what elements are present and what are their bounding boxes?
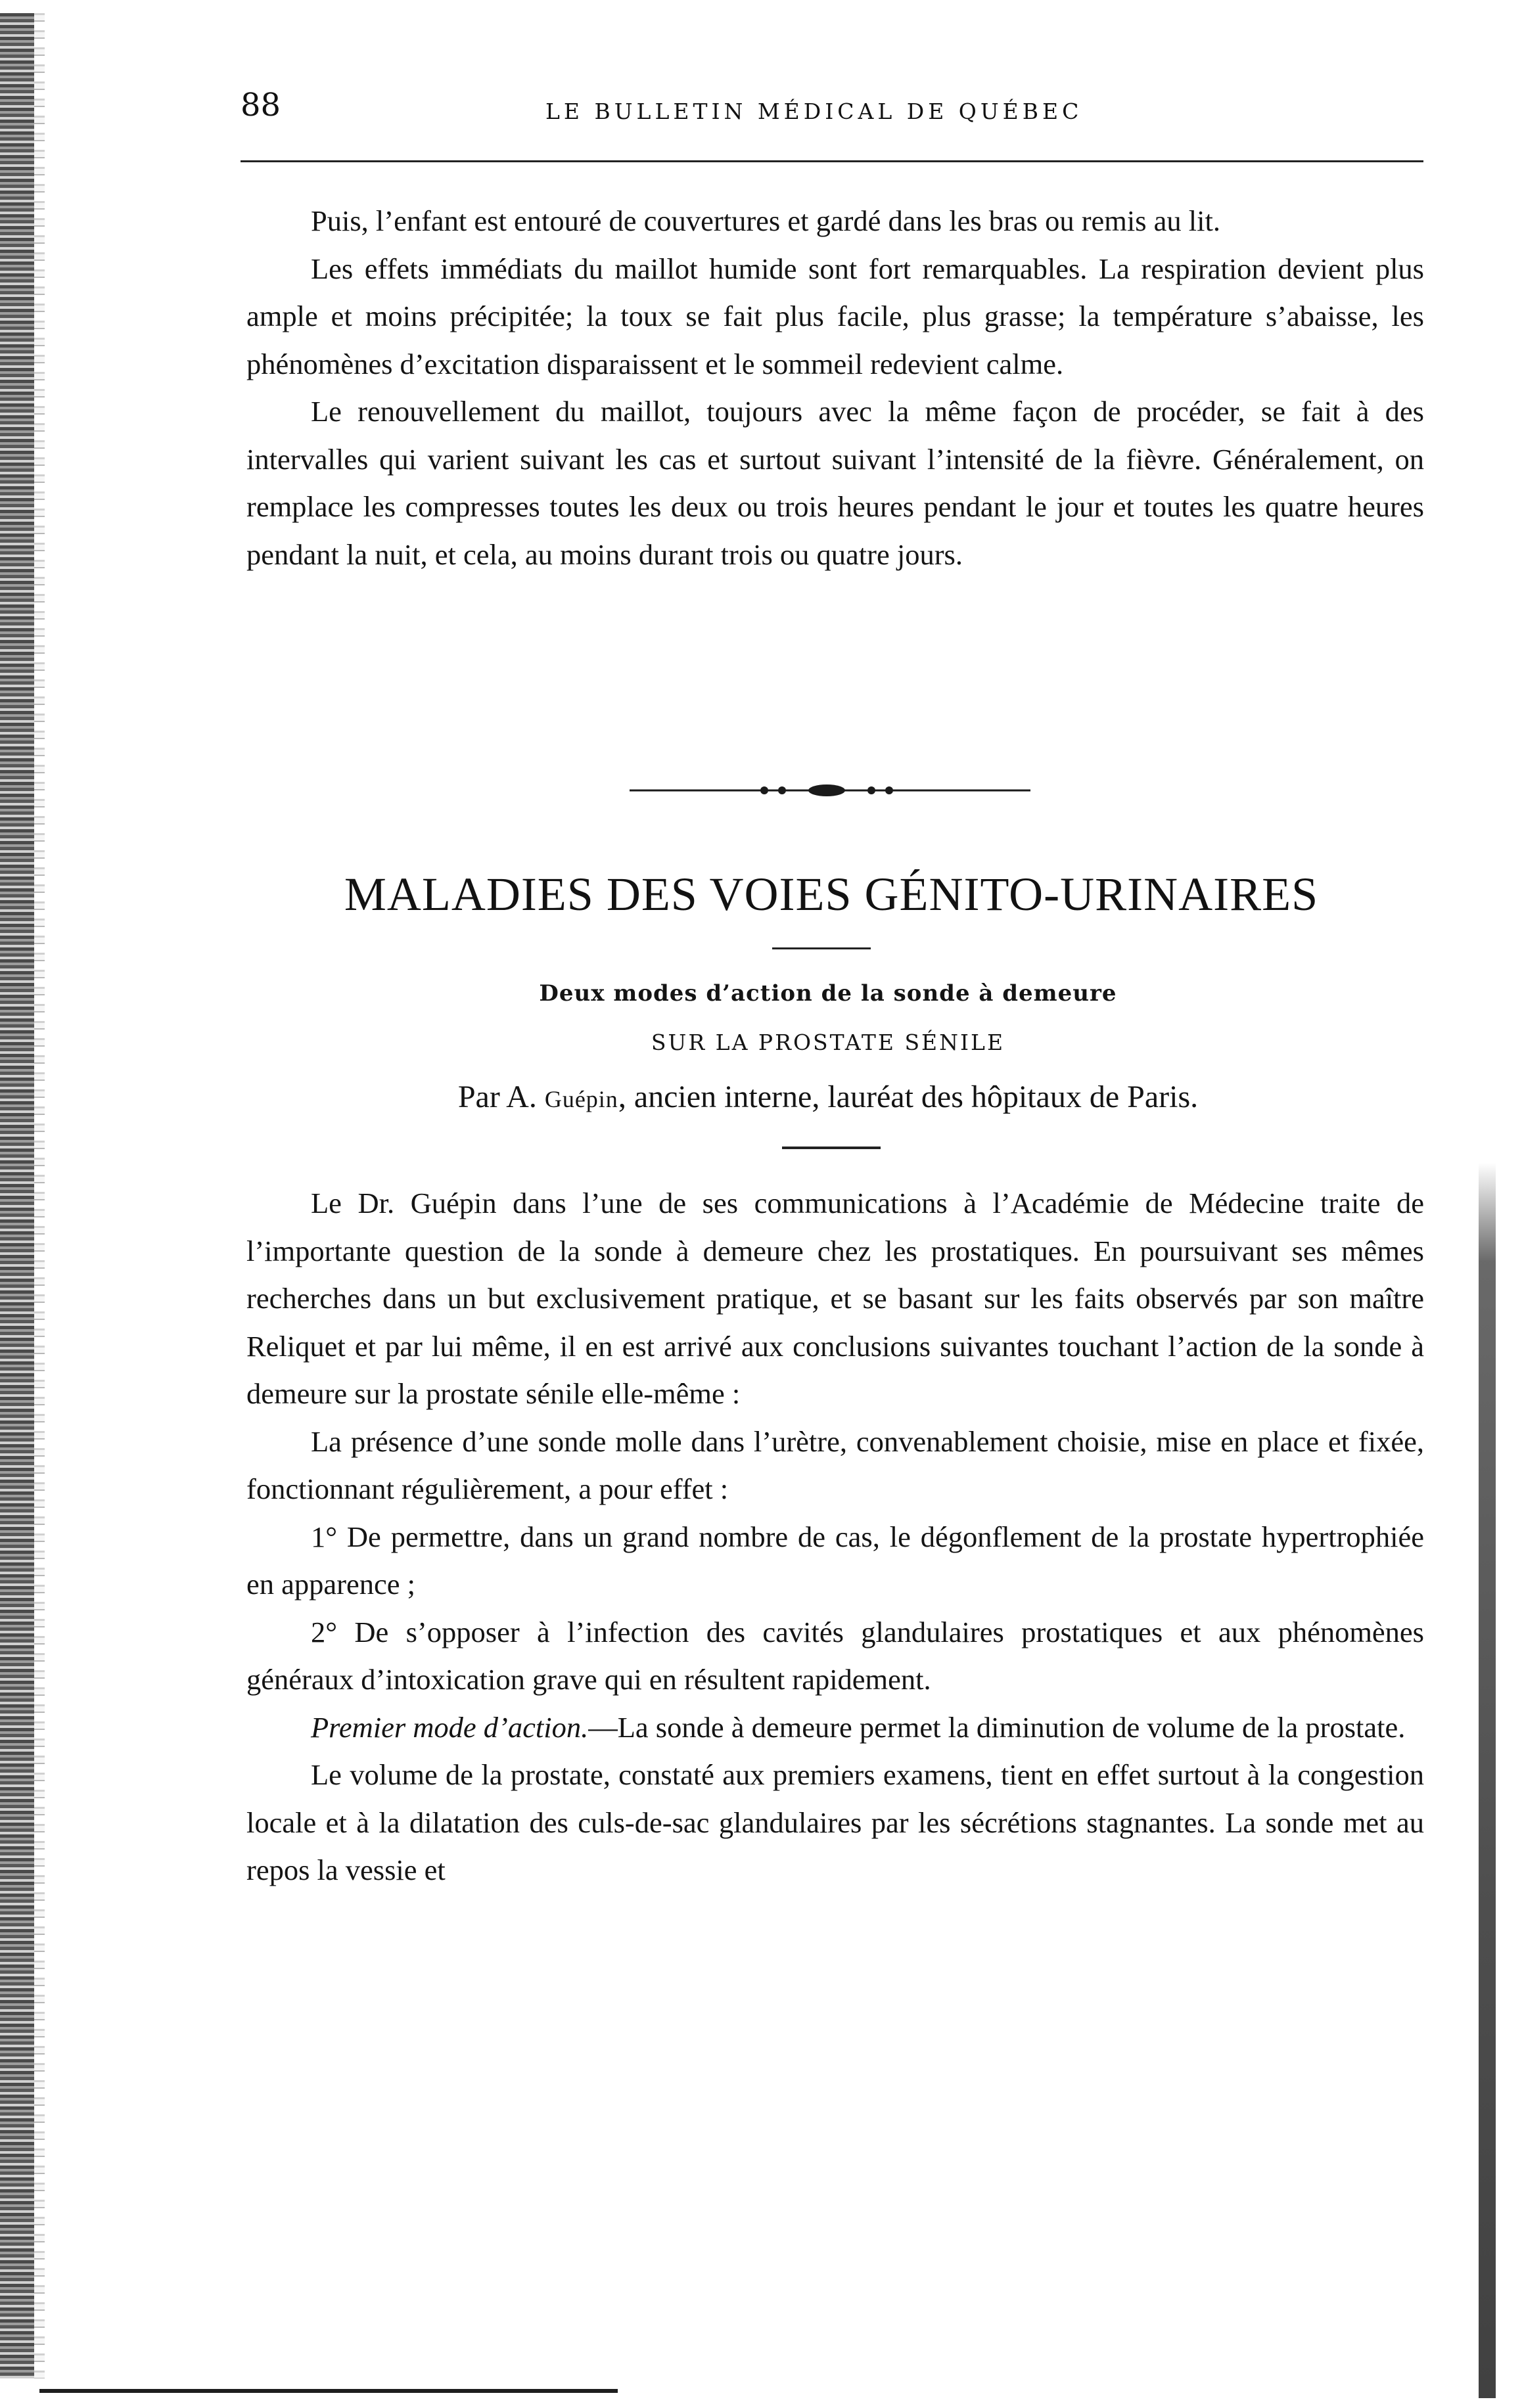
body-paragraph-5-text: —La sonde à demeure permet la diminution de volume de la prostate. <box>588 1710 1406 1744</box>
bottom-edge-line <box>39 2389 618 2393</box>
article-subtitle: Deux modes d’action de la sonde à demeure <box>539 980 1117 1007</box>
intro-paragraph-1: Puis, l’enfant est entouré de couvertures et gardé dans les bras ou remis au lit. <box>311 204 1221 237</box>
ornamental-divider <box>630 781 1030 800</box>
article-subtitle-2: SUR LA PROSTATE SÉNILE <box>651 1030 1005 1055</box>
running-title: LE BULLETIN MÉDICAL DE QUÉBEC <box>545 99 1083 124</box>
byline <box>329 1079 1327 1115</box>
intro-text <box>246 197 1424 578</box>
byline-suffix: , ancien interne, lauréat des hôpitaux de Paris. <box>618 1079 1199 1114</box>
body-paragraph-4: 2° De s’opposer à l’infection des cavités glandulaires prostatiques et aux phénomènes généraux d’intoxication grave qui en résultent rapidement. <box>246 1615 1424 1696</box>
binding-shadow <box>34 13 45 2378</box>
body-paragraph-6: Le volume de la prostate, constaté aux premiers examens, tient en effet surtout à la congestion locale et à la dilatation des culs-de-sac glandulaires par les sécrétions stagnantes. La sonde met au repos la vessie et <box>246 1758 1424 1886</box>
intro-paragraph-3: Le renouvellement du maillot, toujours avec la même façon de procéder, se fait à des intervalles qui varient suivant les cas et surtout suivant l’intensité de la fièvre. Généralement, on remplace les compresses toutes les deux ou trois heures pendant le jour et toutes les quatre heures pendant la nuit, et cela, au moins durant trois ou quatre jours. <box>246 395 1424 571</box>
page-edge-shadow <box>1479 1163 1496 2398</box>
binding-edge <box>0 13 34 2378</box>
byline-prefix: Par A. <box>457 1079 545 1114</box>
body-paragraph-5 <box>246 1704 1424 1752</box>
body-paragraph-3: 1° De permettre, dans un grand nombre de cas, le dégonflement de la prostate hypertrophiée en apparence ; <box>246 1520 1424 1601</box>
byline-rule <box>782 1147 881 1149</box>
body-paragraph-1: Le Dr. Guépin dans l’une de ses communications à l’Académie de Médecine traite de l’importante question de la sonde à demeure chez les prostatiques. En poursuivant ses mêmes recherches dans un but exclusivement pratique, et se basant sur les faits observés par son maître Reliquet et par lui même, il en est arrivé aux conclusions suivantes touchant l’action de la sonde à demeure sur la prostate sénile elle-même : <box>246 1187 1424 1410</box>
header-rule <box>241 160 1423 162</box>
section-title: Premier mode d’action. <box>311 1710 589 1744</box>
article-title: MALADIES DES VOIES GÉNITO-URINAIRES <box>344 868 1319 920</box>
body-paragraph-2: La présence d’une sonde molle dans l’urètre, convenablement choisie, mise en place et fixée, fonctionnant régulièrement, a pour effet : <box>246 1424 1424 1505</box>
intro-paragraph-2: Les effets immédiats du maillot humide sont fort remarquables. La respiration devient plus ample et moins précipitée; la toux se fait plus facile, plus grasse; la température s’abaisse, les phénomènes d’excitation disparaissent et le sommeil redevient calme. <box>246 252 1424 380</box>
title-rule <box>772 947 871 949</box>
author-name: Guépin <box>544 1086 618 1112</box>
article-body <box>246 1179 1424 1894</box>
page-number: 88 <box>241 87 281 124</box>
